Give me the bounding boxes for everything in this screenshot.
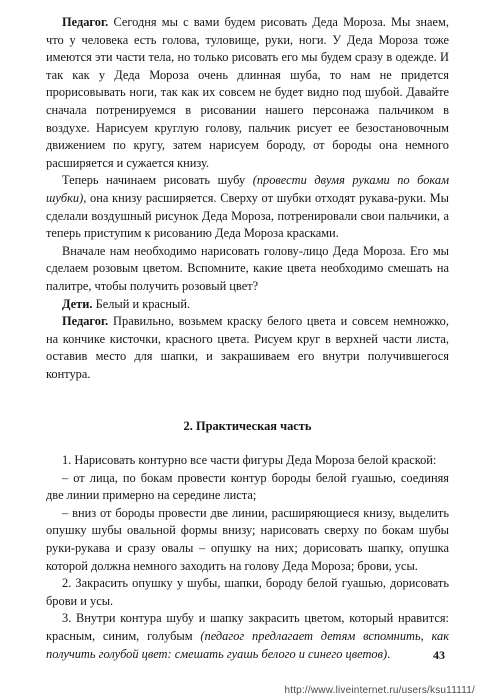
step-text-end: . [387, 646, 391, 661]
italic-instruction: (педагог предлагает детям вспомнить, как получить голубой цвет: смешать гуашь белого и синего цветов) [46, 629, 449, 661]
speaker-label: Педагог. [62, 15, 109, 29]
dialogue-children [46, 296, 449, 314]
page-text-body [46, 14, 449, 663]
step-item-color [46, 610, 449, 663]
italic-instruction: (провести двумя руками по бокам шубки) [46, 173, 449, 205]
step-text: 3. Внутри контура шубу и шапку закрасить цветом, который нравится: красным, синим, голубым [46, 611, 449, 643]
spacer [46, 383, 449, 418]
step-item: 1. Нарисовать контурно все части фигуры Деда Мороза белой краской: [62, 453, 437, 468]
dialogue-text: Сегодня мы с вами будем рисовать Деда Мороза. Мы знаем, что у человека есть голова, туловище, руки, ноги. У Деда Мороза тоже имеются эти части тела, но только рисовать его мы будем сразу в одежде. И так как у Деда Мороза очень длинная шуба, то нам не придется прорисовывать ноги, так как их совсем не будет видно под шубой. Давайте сначала потренируемся в рисовании нашего персонажа пальчиком в воздухе. Нарисуем круглую голову, пальчик рисует ее безостановочным движением по кругу, затем нарисуем бороду, от бороды она немного расширяется и сужается книзу. [46, 15, 449, 170]
dialogue-teacher-intro [46, 14, 449, 172]
step-item: – от лица, по бокам провести контур бороды белой гуашью, соединяя две линии примерно на середине листа; [46, 470, 449, 503]
dialogue-teacher-paint [46, 313, 449, 383]
speaker-label: Дети. [62, 296, 93, 311]
paragraph-pink-face [46, 243, 449, 296]
paragraph-coat-drawing [46, 172, 449, 242]
paragraph-text: Теперь начинаем рисовать шубу [62, 173, 246, 188]
dialogue-text: Правильно, возьмем краску белого цвета и совсем немножко, на кончике кисточки, красного цвета. Рисуем круг в верхней части листа, оставив место для шапки, и закрашиваем его внутри получившегося контура. [46, 314, 449, 381]
section-heading: 2. Практическая часть [183, 419, 312, 434]
paragraph-text: , она книзу расширяется. Сверху от шубки отходят рукава-руки. Мы сделали воздушный рисунок Деда Мороза, потренировали свои пальчики, а теперь приступим к рисованию Деда Мороза красками. [46, 190, 449, 241]
watermark-url: http://www.liveinternet.ru/users/ksu11111/ [284, 685, 475, 696]
dialogue-text: Белый и красный. [95, 296, 191, 311]
spacer [46, 436, 449, 452]
step-item: – вниз от бороды провести две линии, расширяющиеся книзу, выделить опушку шубы овальной формы внизу; нарисовать сверху по бокам шубы руки-рукава и сразу овалы – опушку на них; дорисовать шапку, опушка которой должна немного заходить на голову Деда Мороза; брови, усы. [46, 505, 449, 573]
step-item: 2. Закрасить опушку у шубы, шапки, бороду белой гуашью, дорисовать брови и усы. [46, 576, 449, 608]
page-number: 43 [433, 648, 445, 662]
paragraph-text: Вначале нам необходимо нарисовать голову-лицо Деда Мороза. Его мы сделаем розовым цветом. Вспомните, какие цвета необходимо смешать на палитре, чтобы получить розовый цвет? [46, 243, 449, 293]
speaker-label: Педагог. [62, 314, 109, 329]
